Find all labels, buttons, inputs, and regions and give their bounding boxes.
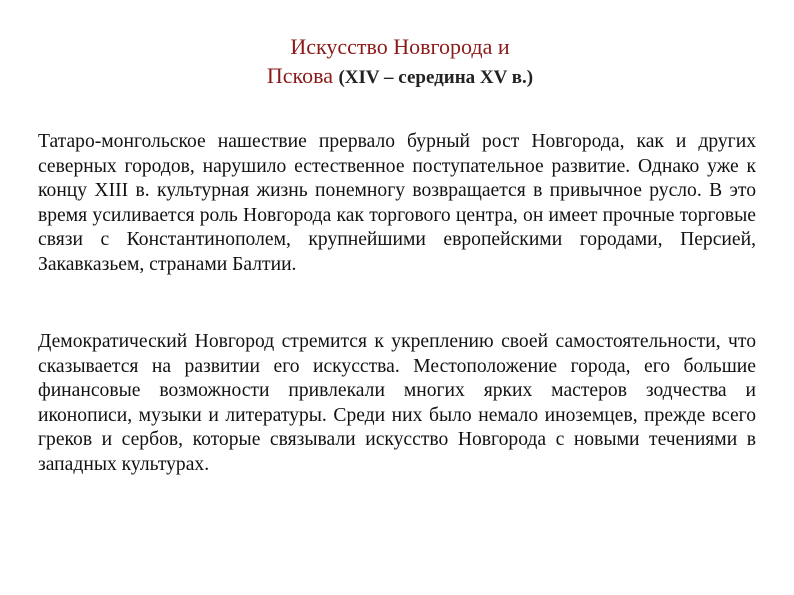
paragraph-1: Татаро-монгольское нашествие прервало бурный рост Новгорода, как и других северных городов, нарушило естественное поступательное развитие. Однако уже к концу XIII в. культурная жизнь понемногу возвращается в привычное русло. В это время усиливается роль Новгорода как торгового центра, он имеет прочные торговые связи с Константинополем, крупнейшими европейскими городами, Персией, Закавказьем, странами Балтии.: [38, 131, 756, 275]
paragraph-2: Демократический Новгород стремится к укреплению своей самостоятельности, что сказывается на развитии его искусства. Местоположение города, его большие финансовые возможности привлекали многих ярких мастеров зодчества и иконописи, музыки и литературы. Среди них было немало иноземцев, прежде всего греков и сербов, которые связывали искусство Новгорода с новыми течениями в западных культурах.: [38, 331, 756, 475]
title-main-word: Пскова: [266, 63, 333, 88]
slide-title: [150, 32, 650, 92]
title-line-2: [150, 61, 650, 92]
title-line-1: Искусство Новгорода и: [290, 34, 510, 59]
title-period: (XIV – середина XV в.): [338, 67, 534, 88]
